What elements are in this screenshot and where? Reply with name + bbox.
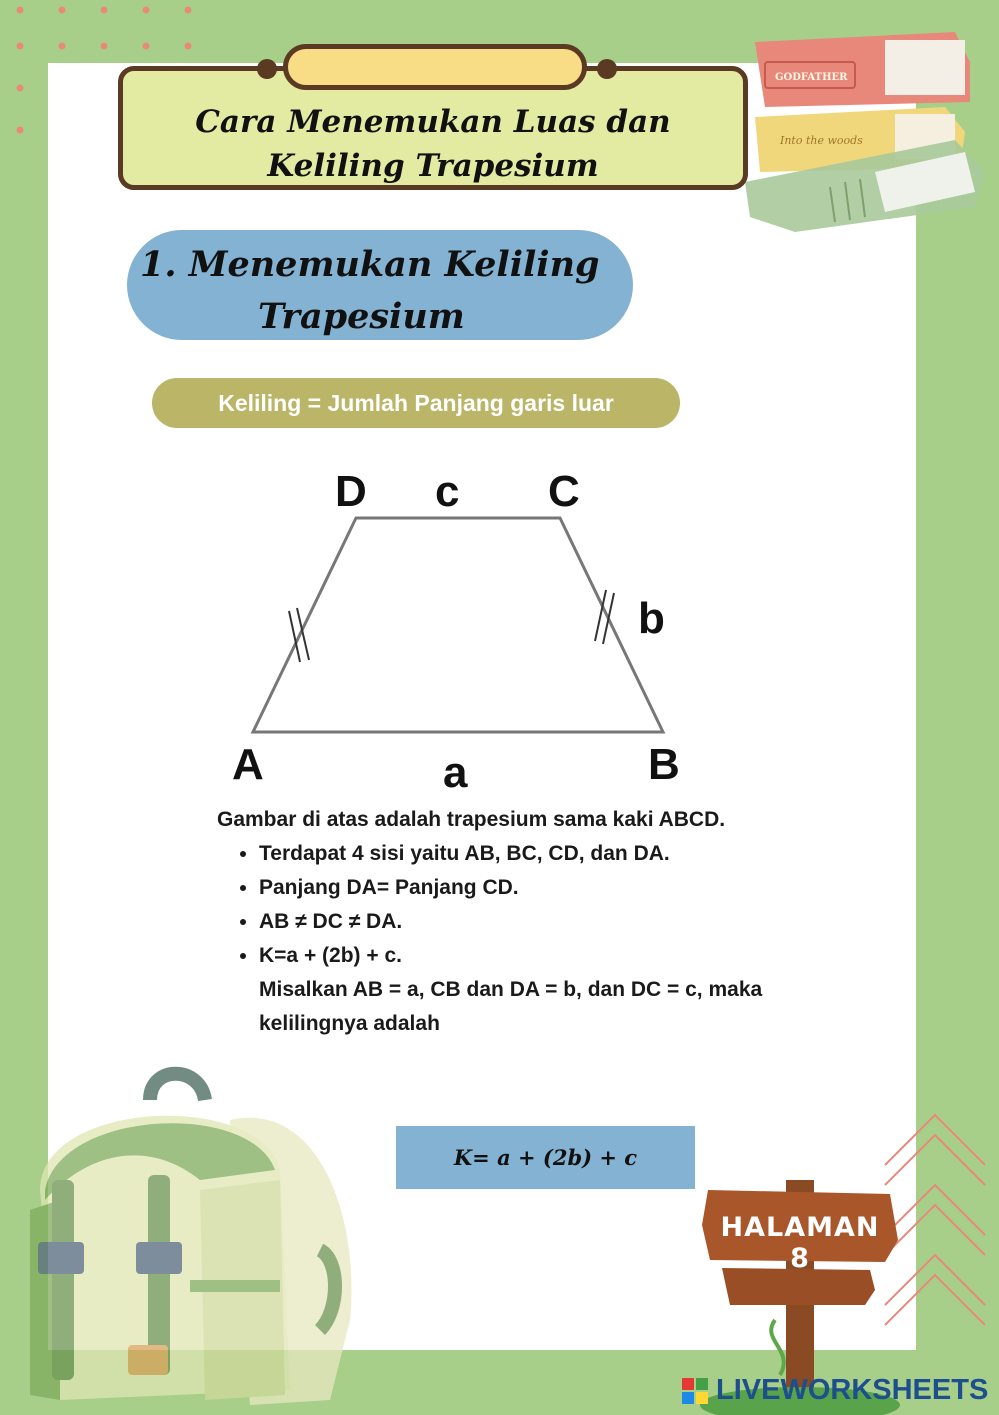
section-heading-line2: Trapesium: [258, 296, 465, 337]
page-number-sign: HALAMAN 8: [720, 1212, 880, 1274]
definition-pill: Keliling = Jumlah Panjang garis luar: [152, 378, 680, 428]
page-title-line1: Cara Menemukan Luas dan: [195, 104, 671, 140]
formula-box: K= a + (2b) + c: [396, 1126, 695, 1189]
backpack-illustration: [0, 1060, 370, 1415]
description-intro: Gambar di atas adalah trapesium sama kaki ABCD.: [217, 808, 726, 831]
description-continuation: Misalkan AB = a, CB dan DA = b, dan DC = c, maka kelilingnya adalah: [259, 978, 763, 1035]
liveworksheets-watermark: LIVEWORKSHEETS: [716, 1374, 989, 1406]
book-title-1: GODFATHER: [775, 72, 848, 83]
vertex-a-label: A: [232, 740, 264, 789]
list-item: • K=a + (2b) + c.: [259, 939, 777, 973]
book-title-2: Into the woods: [780, 134, 863, 147]
page-title-line2: Keliling Trapesium: [267, 148, 599, 184]
description-list: [217, 837, 777, 973]
vertex-b-label: B: [648, 740, 680, 789]
list-item: • Terdapat 4 sisi yaitu AB, BC, CD, dan DA.: [259, 837, 777, 871]
vertex-d-label: D: [335, 467, 367, 516]
list-item: • AB ≠ DC ≠ DA.: [259, 905, 777, 939]
trapezoid-shape: [253, 518, 663, 732]
list-item: • Panjang DA= Panjang CD.: [259, 871, 777, 905]
side-b-label: b: [638, 594, 665, 643]
side-a-label: a: [443, 748, 468, 797]
description-block: [217, 803, 777, 1041]
section-heading-line1: 1. Menemukan Keliling: [140, 244, 600, 285]
side-c-label: c: [435, 467, 460, 516]
vertex-c-label: C: [548, 467, 580, 516]
